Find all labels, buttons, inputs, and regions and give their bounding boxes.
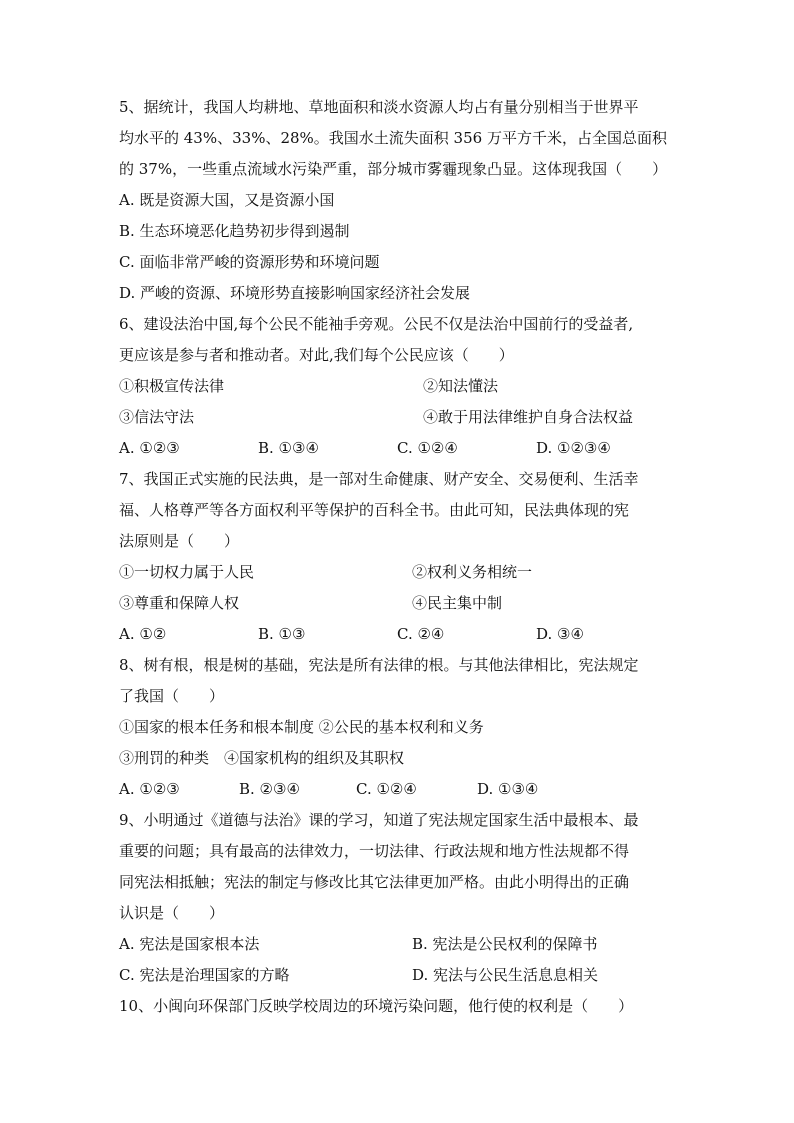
q8-stem-line-1: 8、树有根，根是树的基础，宪法是所有法律的根。与其他法律相比，宪法规定 [119,656,639,674]
q6-item-1: ①积极宣传法律 [119,377,225,395]
q5-stem-line-1: 5、据统计，我国人均耕地、草地面积和淡水资源人均占有量分别相当于世界平 [119,98,639,116]
q6-items-row-2 [119,402,694,433]
q8-choice-a: A. ①②③ [119,780,180,798]
q8-choice-d: D. ①③④ [477,780,539,798]
q10-stem-line-1: 10、小闽向环保部门反映学校周边的环境污染问题，他行使的权利是（ ） [119,997,634,1015]
q6-items-row-1 [119,371,694,402]
q6-stem-line-2: 更应该是参与者和推动者。对此,我们每个公民应该（ ） [119,346,514,364]
question-6 [119,309,694,464]
question-9 [119,805,694,991]
q7-choice-d: D. ③④ [536,625,584,643]
q8-items-row-2: ③刑罚的种类 ④国家机构的组织及其职权 [119,749,405,767]
q6-choice-a: A. ①②③ [119,439,180,457]
q8-choices [119,774,694,805]
q9-option-c: C. 宪法是治理国家的方略 [119,966,290,984]
q7-item-2: ②权利义务相统一 [412,563,533,581]
q9-stem-line-4: 认识是（ ） [119,904,225,922]
q9-stem-line-2: 重要的问题；具有最高的法律效力，一切法律、行政法规和地方性法规都不得 [119,842,630,860]
q7-stem-line-3: 法原则是（ ） [119,532,240,550]
q8-stem-line-2: 了我国（ ） [119,687,225,705]
q6-choice-d: D. ①②③④ [536,439,611,457]
q5-option-c: C. 面临非常严峻的资源形势和环境问题 [119,253,380,271]
q7-stem-line-1: 7、我国正式实施的民法典，是一部对生命健康、财产安全、交易便利、生活幸 [119,470,639,488]
q7-item-1: ①一切权力属于人民 [119,563,255,581]
q8-choice-b: B. ②③④ [239,780,300,798]
q6-item-4: ④敢于用法律维护自身合法权益 [423,408,634,426]
q9-stem-line-1: 9、小明通过《道德与法治》课的学习，知道了宪法规定国家生活中最根本、最 [119,811,639,829]
q6-choices [119,433,694,464]
q7-items-row-1 [119,557,694,588]
question-7 [119,464,694,650]
q5-option-d: D. 严峻的资源、环境形势直接影响国家经济社会发展 [119,284,471,302]
question-8 [119,650,694,805]
q7-choice-b: B. ①③ [258,625,306,643]
q9-options-row-2 [119,960,694,991]
q7-items-row-2 [119,588,694,619]
q7-choice-c: C. ②④ [397,625,445,643]
q6-item-3: ③信法守法 [119,408,195,426]
q5-option-a: A. 既是资源大国，又是资源小国 [119,191,335,209]
q7-stem-line-2: 福、人格尊严等各方面权利平等保护的百科全书。由此可知，民法典体现的宪 [119,501,630,519]
q6-item-2: ②知法懂法 [423,377,499,395]
q8-items-row-1: ①国家的根本任务和根本制度 ②公民的基本权利和义务 [119,718,484,736]
q8-choice-c: C. ①②④ [356,780,417,798]
q9-option-a: A. 宪法是国家根本法 [119,935,260,953]
question-5 [119,92,694,309]
q5-option-b: B. 生态环境恶化趋势初步得到遏制 [119,222,350,240]
q7-item-3: ③尊重和保障人权 [119,594,240,612]
q6-stem-line-1: 6、建设法治中国,每个公民不能袖手旁观。公民不仅是法治中国前行的受益者, [119,315,634,333]
q7-item-4: ④民主集中制 [412,594,503,612]
q9-stem-line-3: 同宪法相抵触；宪法的制定与修改比其它法律更加严格。由此小明得出的正确 [119,873,630,891]
q7-choice-a: A. ①② [119,625,167,643]
q7-choices [119,619,694,650]
question-10 [119,991,694,1022]
q6-choice-b: B. ①③④ [258,439,319,457]
question-list [119,92,694,1022]
q9-options-row-1 [119,929,694,960]
q6-choice-c: C. ①②④ [397,439,458,457]
q5-stem-line-2: 均水平的 43%、33%、28%。我国水土流失面积 356 万平方千米，占全国总面积 [119,129,667,147]
q9-option-b: B. 宪法是公民权利的保障书 [412,935,598,953]
q5-stem-line-3: 的 37%，一些重点流域水污染严重，部分城市雾霾现象凸显。这体现我国（ ） [119,160,668,178]
q9-option-d: D. 宪法与公民生活息息相关 [412,966,599,984]
